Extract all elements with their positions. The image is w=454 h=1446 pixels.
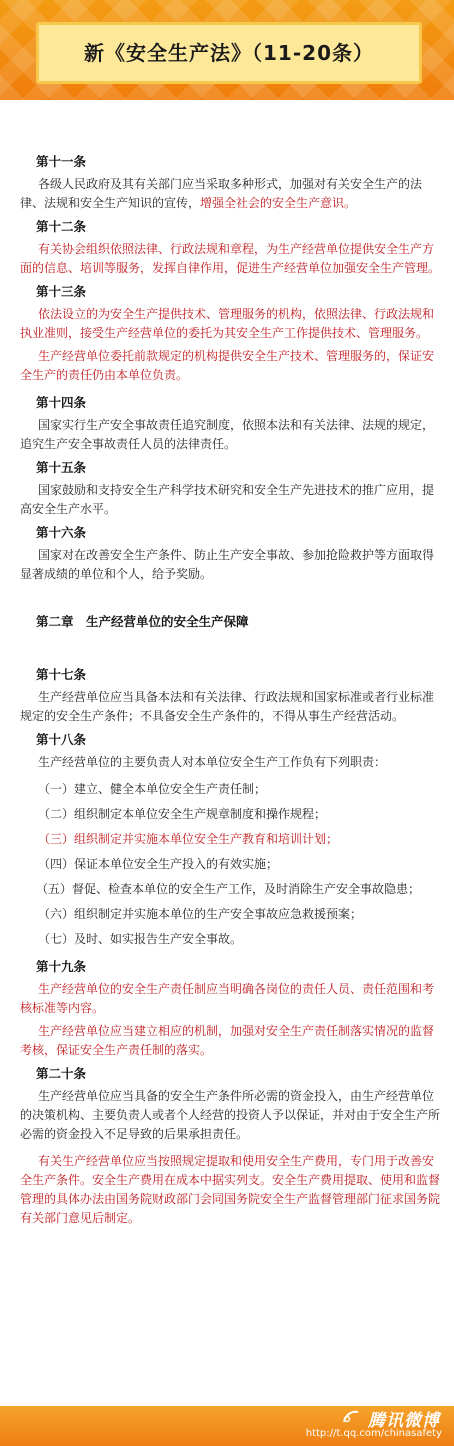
duty-item: （一）建立、健全本单位安全生产责任制； <box>38 782 267 796</box>
title-box <box>36 22 422 84</box>
article-heading: 第十七条 <box>36 667 87 682</box>
article-paragraph: 有关协会组织依照法律、行政法规和章程，为生产经营单位提供安全生产方面的信息、培训等服务，发挥自律作用，促进生产经营单位加强安全生产管理。 <box>20 242 441 275</box>
article-paragraph: 生产经营单位应当具备本法和有关法律、行政法规和国家标准或者行业标准规定的安全生产条件；不具备安全生产条件的，不得从事生产经营活动。 <box>20 690 435 723</box>
article-paragraph: 国家实行生产安全事故责任追究制度，依照本法和有关法律、法规的规定，追究生产安全事故责任人员的法律责任。 <box>20 418 435 451</box>
article-heading: 第十三条 <box>36 284 87 299</box>
duty-item: （三）组织制定并实施本单位安全生产教育和培训计划； <box>38 832 339 846</box>
duty-item: （二）组织制定本单位安全生产规章制度和操作规程； <box>38 807 327 821</box>
article-heading: 第十一条 <box>36 154 87 169</box>
duty-item: （六）组织制定并实施本单位的生产安全事故应急救援预案； <box>38 907 363 921</box>
article-paragraph <box>20 175 444 213</box>
header-banner <box>0 0 454 100</box>
article-heading: 第十四条 <box>36 395 87 410</box>
article-heading: 第二十条 <box>36 1066 87 1081</box>
page-title: 新《安全生产法》（11-20条） <box>84 41 374 65</box>
article-paragraph: 生产经营单位应当具备的安全生产条件所必需的资金投入，由生产经营单位的决策机构、主要负责人或者个人经营的投资人予以保证，并对由于安全生产所必需的资金投入不足导致的后果承担责任。 <box>20 1089 441 1141</box>
article-paragraph: 国家对在改善安全生产条件、防止生产安全事故、参加抢险救护等方面取得显著成绩的单位和个人，给予奖励。 <box>20 548 435 581</box>
footer-brand: 腾讯微博 <box>368 1411 440 1431</box>
footer-bar <box>0 1406 454 1446</box>
duty-item: （五）督促、检查本单位的安全生产工作，及时消除生产安全事故隐患； <box>36 882 421 896</box>
article-heading: 第十九条 <box>36 959 87 974</box>
article-paragraph: 有关生产经营单位应当按照规定提取和使用安全生产费用，专门用于改善安全生产条件。安全生产费用在成本中据实列支。安全生产费用提取、使用和监督管理的具体办法由国务院财政部门会同国务院安全生产监督管理部门征求国务院有关部门意见后制定。 <box>20 1154 441 1225</box>
article-paragraph: 生产经营单位的主要负责人对本单位安全生产工作负有下列职责： <box>38 755 387 769</box>
chapter-heading: 第二章 生产经营单位的安全生产保障 <box>36 614 249 629</box>
weibo-logo-icon <box>342 1410 358 1422</box>
article-heading: 第十五条 <box>36 460 87 475</box>
article-heading: 第十二条 <box>36 219 87 234</box>
article-heading: 第十八条 <box>36 732 87 747</box>
article-paragraph: 国家鼓励和支持安全生产科学技术研究和安全生产先进技术的推广应用，提高安全生产水平。 <box>20 483 435 516</box>
article-paragraph: 依法设立的为安全生产提供技术、管理服务的机构，依照法律、行政法规和执业准则，接受生产经营单位的委托为其安全生产工作提供技术、管理服务。 <box>20 307 435 340</box>
paragraph-emphasis: 增强全社会的安全生产意识。 <box>200 196 357 210</box>
article-heading: 第十六条 <box>36 525 87 540</box>
article-paragraph: 生产经营单位应当建立相应的机制，加强对安全生产责任制落实情况的监督考核，保证安全生产责任制的落实。 <box>20 1024 435 1057</box>
article-paragraph: 生产经营单位委托前款规定的机构提供安全生产技术、管理服务的，保证安全生产的责任仍由本单位负责。 <box>20 349 435 382</box>
law-text <box>20 152 444 1232</box>
duty-item: （七）及时、如实报告生产安全事故。 <box>38 932 243 946</box>
article-paragraph: 生产经营单位的安全生产责任制应当明确各岗位的责任人员、责任范围和考核标准等内容。 <box>20 982 435 1015</box>
duty-item: （四）保证本单位安全生产投入的有效实施； <box>38 857 279 871</box>
footer-url-link[interactable]: http://t.qq.com/chinasafety <box>305 1428 442 1439</box>
paragraph-text: 各级人民政府及其有关部门应当采取多种形式，加强对有关安全生产的法律、法规和安全生产知识的宣传， <box>20 177 423 210</box>
